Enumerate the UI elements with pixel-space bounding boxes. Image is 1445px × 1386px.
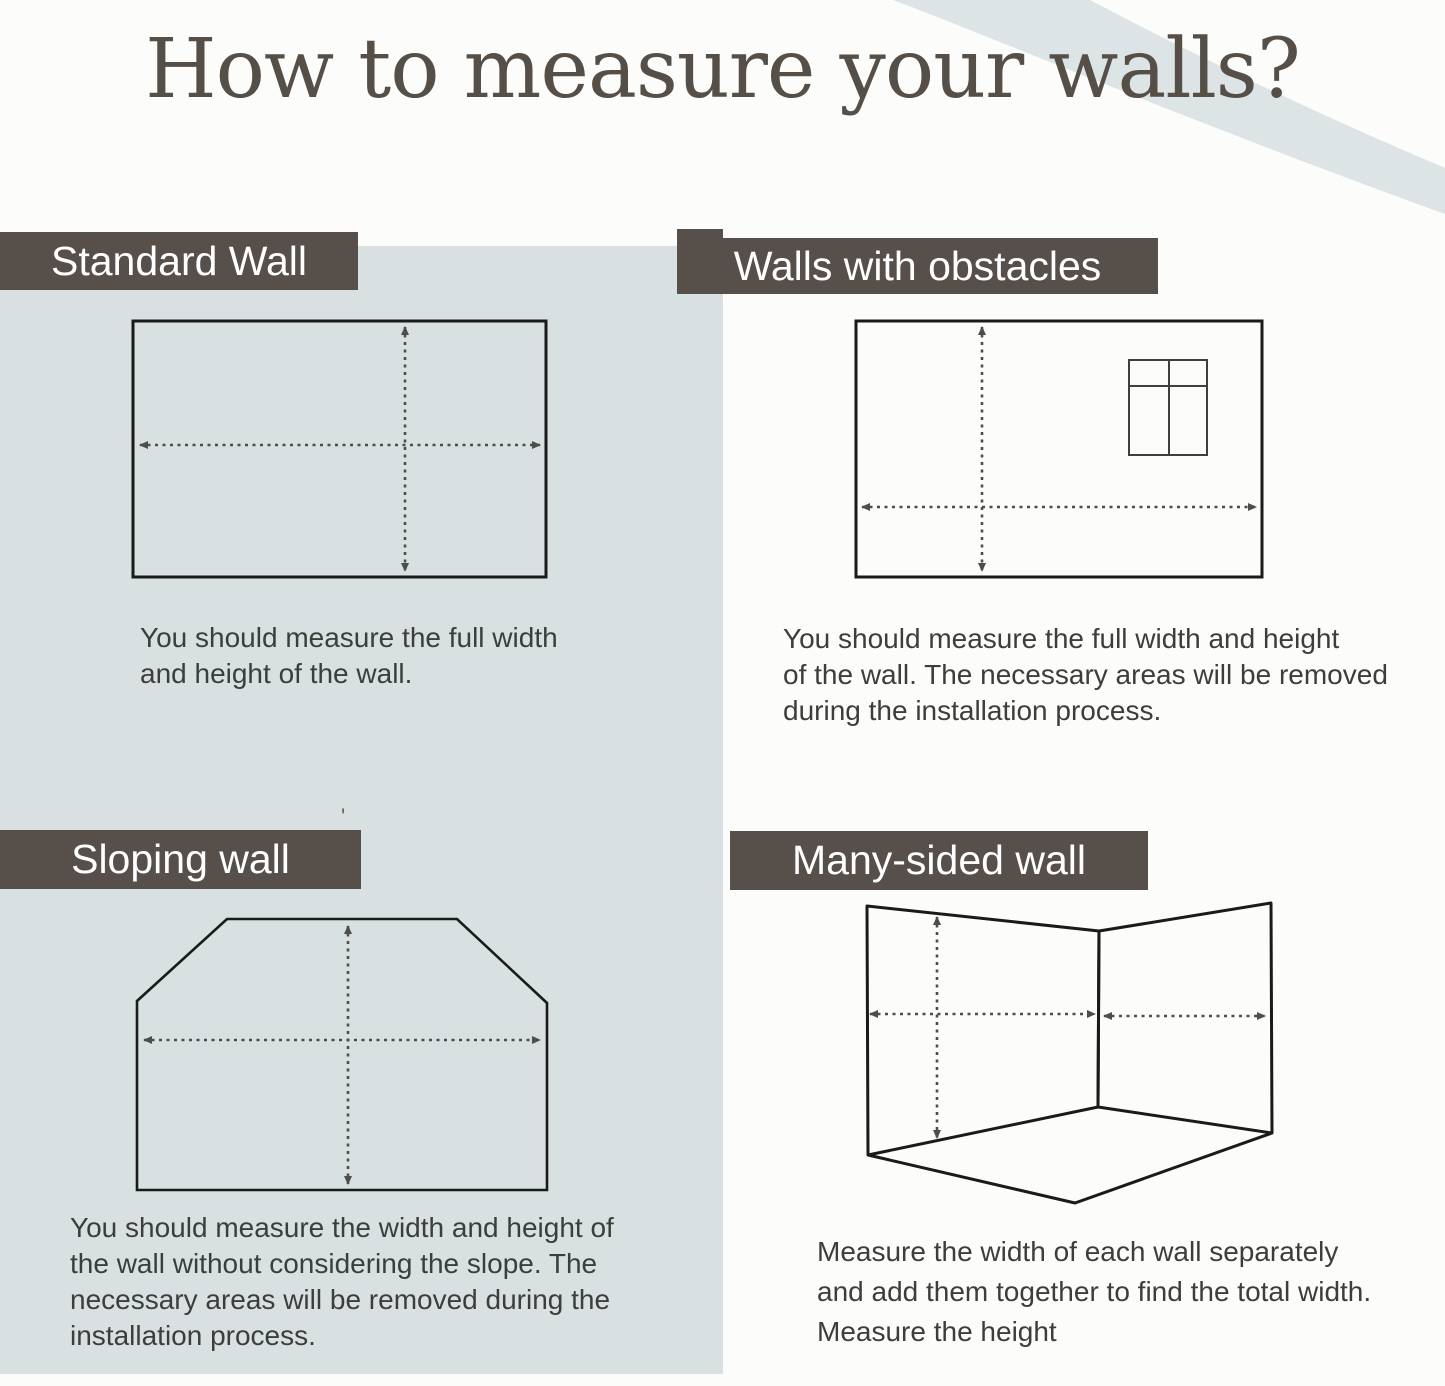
description-line: Measure the width of each wall separately	[817, 1236, 1339, 1267]
description-line: and height of the wall.	[140, 658, 413, 689]
description-line: the wall without considering the slope. The	[70, 1248, 598, 1279]
corner-room-outline	[867, 903, 1272, 1203]
right-wall	[1098, 903, 1272, 1133]
description-line: necessary areas will be removed during the	[70, 1284, 611, 1315]
page-title: How to measure your walls?	[145, 22, 1300, 117]
description-line: installation process.	[70, 1320, 316, 1351]
description-line: You should measure the full width and height	[783, 623, 1340, 654]
description-line: of the wall. The necessary areas will be removed	[783, 659, 1388, 690]
section-label: Standard Wall	[51, 237, 307, 284]
wall-outline	[133, 321, 546, 577]
description-line: and add them together to find the total width.	[817, 1276, 1372, 1307]
description-line: You should measure the width and height of	[70, 1212, 614, 1243]
many-sided-wall-description	[817, 1232, 1371, 1352]
description-line: You should measure the full width	[140, 622, 558, 653]
window-obstacle	[1129, 360, 1207, 455]
section-header-walls-with-obstacles	[677, 238, 1158, 294]
left-wall	[867, 906, 1099, 1155]
description-line: Measure the height	[817, 1316, 1057, 1347]
sloping-wall-description	[70, 1210, 614, 1354]
standard-wall-diagram	[100, 300, 580, 600]
section-label: Walls with obstacles	[733, 242, 1102, 289]
many-sided-wall-diagram	[840, 870, 1290, 1220]
sloped-wall-outline	[137, 919, 547, 1190]
walls-with-obstacles-diagram	[830, 300, 1290, 600]
standard-wall-description	[140, 620, 558, 692]
walls-with-obstacles-description	[783, 621, 1388, 729]
sloping-wall-diagram	[80, 880, 600, 1220]
stray-mark: '	[341, 804, 346, 829]
section-header-standard-wall	[0, 232, 358, 290]
section-label: Many-sided wall	[792, 837, 1086, 883]
section-label: Sloping wall	[71, 836, 290, 882]
description-line: during the installation process.	[783, 695, 1162, 726]
